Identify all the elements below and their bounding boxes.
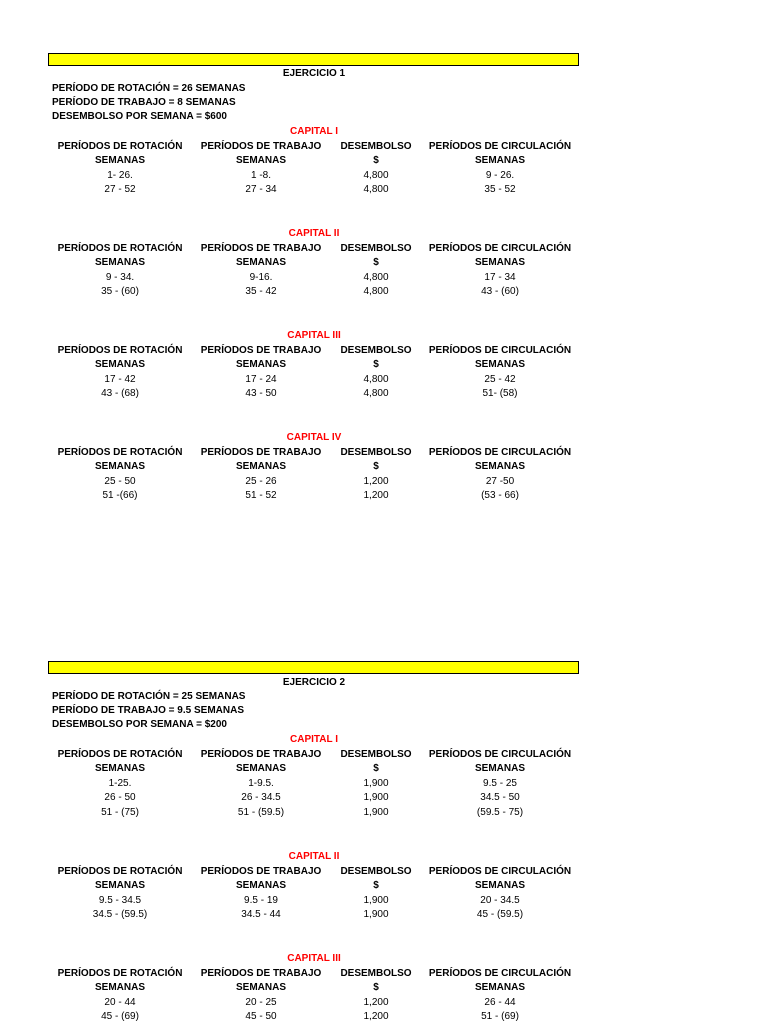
column-header: $ xyxy=(373,155,379,166)
column-header: DESEMBOLSO xyxy=(340,865,412,877)
column-header: $ xyxy=(373,982,379,993)
capital-title: CAPITAL I xyxy=(290,734,338,745)
column-header: SEMANAS xyxy=(235,763,287,774)
table-cell: 1- 26. xyxy=(107,169,133,181)
column-header: PERÍODOS DE ROTACIÓN xyxy=(57,748,183,760)
capital-title: CAPITAL I xyxy=(290,126,338,137)
table-cell: 17 - 34 xyxy=(484,271,516,283)
table-cell: 1,900 xyxy=(363,909,389,920)
table-cell: 9 - 34. xyxy=(105,271,135,283)
column-header: SEMANAS xyxy=(474,880,526,891)
column-header: SEMANAS xyxy=(94,763,146,774)
table-cell: 1 -8. xyxy=(250,169,272,181)
exercise-parameter: PERÍODO DE ROTACIÓN = 25 SEMANAS xyxy=(52,691,246,702)
column-header: DESEMBOLSO xyxy=(340,967,412,979)
capital-title: CAPITAL III xyxy=(287,330,341,341)
table-cell: 51 - (59.5) xyxy=(237,806,285,818)
table-cell: 51 - (75) xyxy=(101,806,139,818)
column-header: $ xyxy=(373,461,379,472)
column-header: PERÍODOS DE CIRCULACIÓN xyxy=(428,967,572,979)
column-header: DESEMBOLSO xyxy=(340,446,412,458)
table-cell: 9.5 - 25 xyxy=(483,777,517,789)
table-cell: 26 - 50 xyxy=(104,792,136,803)
table-cell: 9.5 - 19 xyxy=(244,894,278,906)
table-cell: 1,200 xyxy=(363,475,389,487)
table-cell: 34.5 - 44 xyxy=(241,909,281,920)
table-cell: 45 - (59.5) xyxy=(476,909,524,920)
table-cell: 51 - (69) xyxy=(481,1011,519,1022)
table-cell: 26 - 34.5 xyxy=(241,792,281,803)
table-cell: 4,800 xyxy=(363,169,389,181)
table-cell: (53 - 66) xyxy=(481,490,519,501)
column-header: SEMANAS xyxy=(474,155,526,166)
column-header: DESEMBOLSO xyxy=(340,242,412,254)
column-header: SEMANAS xyxy=(235,880,287,891)
table-cell: 27 - 52 xyxy=(104,184,136,195)
column-header: PERÍODOS DE ROTACIÓN xyxy=(57,344,183,356)
table-cell: 4,800 xyxy=(363,286,389,297)
column-header: SEMANAS xyxy=(235,982,287,993)
column-header: PERÍODOS DE CIRCULACIÓN xyxy=(428,748,572,760)
column-header: SEMANAS xyxy=(94,359,146,370)
table-cell: 43 - (68) xyxy=(101,388,139,399)
column-header: SEMANAS xyxy=(94,257,146,268)
exercise-title: EJERCICIO 1 xyxy=(282,68,346,79)
table-cell: 4,800 xyxy=(363,388,389,399)
capital-title: CAPITAL III xyxy=(287,953,341,964)
capital-title: CAPITAL IV xyxy=(286,432,342,443)
column-header: PERÍODOS DE TRABAJO xyxy=(200,748,322,760)
column-header: PERÍODOS DE CIRCULACIÓN xyxy=(428,344,572,356)
column-header: SEMANAS xyxy=(474,461,526,472)
table-cell: 17 - 24 xyxy=(245,373,277,385)
table-cell: 35 - 42 xyxy=(245,286,277,297)
column-header: SEMANAS xyxy=(235,155,287,166)
table-cell: 35 - (60) xyxy=(101,286,139,297)
column-header: SEMANAS xyxy=(474,359,526,370)
highlight-bar xyxy=(48,661,579,674)
column-header: PERÍODOS DE ROTACIÓN xyxy=(57,446,183,458)
table-cell: 9 - 26. xyxy=(485,169,515,181)
column-header: DESEMBOLSO xyxy=(340,344,412,356)
table-cell: 45 - (69) xyxy=(101,1011,139,1022)
column-header: $ xyxy=(373,763,379,774)
column-header: PERÍODOS DE CIRCULACIÓN xyxy=(428,865,572,877)
table-cell: 20 - 34.5 xyxy=(480,894,520,906)
table-cell: 1,900 xyxy=(363,806,389,818)
table-cell: 51- (58) xyxy=(482,388,518,399)
column-header: SEMANAS xyxy=(94,155,146,166)
column-header: PERÍODOS DE TRABAJO xyxy=(200,344,322,356)
column-header: PERÍODOS DE ROTACIÓN xyxy=(57,242,183,254)
table-cell: 51 -(66) xyxy=(102,490,138,501)
table-cell: 17 - 42 xyxy=(104,373,136,385)
column-header: SEMANAS xyxy=(474,763,526,774)
capital-title: CAPITAL II xyxy=(288,228,340,239)
table-cell: 43 - (60) xyxy=(481,286,519,297)
table-cell: 45 - 50 xyxy=(245,1011,277,1022)
table-cell: 27 - 34 xyxy=(245,184,277,195)
column-header: SEMANAS xyxy=(94,982,146,993)
column-header: PERÍODOS DE CIRCULACIÓN xyxy=(428,242,572,254)
column-header: PERÍODOS DE ROTACIÓN xyxy=(57,967,183,979)
table-cell: 43 - 50 xyxy=(245,388,277,399)
column-header: PERÍODOS DE TRABAJO xyxy=(200,140,322,152)
table-cell: 4,800 xyxy=(363,271,389,283)
column-header: PERÍODOS DE CIRCULACIÓN xyxy=(428,140,572,152)
column-header: SEMANAS xyxy=(235,257,287,268)
column-header: $ xyxy=(373,257,379,268)
table-cell: 4,800 xyxy=(363,373,389,385)
table-cell: (59.5 - 75) xyxy=(476,806,524,818)
exercise-parameter: PERÍODO DE TRABAJO = 8 SEMANAS xyxy=(52,97,236,108)
exercise-parameter: PERÍODO DE TRABAJO = 9.5 SEMANAS xyxy=(52,705,244,716)
table-cell: 1,900 xyxy=(363,894,389,906)
table-cell: 27 -50 xyxy=(485,475,515,487)
table-cell: 1,200 xyxy=(363,1011,389,1022)
table-cell: 9-16. xyxy=(249,271,273,283)
column-header: $ xyxy=(373,880,379,891)
column-header: SEMANAS xyxy=(235,461,287,472)
column-header: DESEMBOLSO xyxy=(340,748,412,760)
column-header: PERÍODOS DE TRABAJO xyxy=(200,967,322,979)
column-header: PERÍODOS DE ROTACIÓN xyxy=(57,140,183,152)
table-cell: 34.5 - (59.5) xyxy=(92,909,148,920)
column-header: $ xyxy=(373,359,379,370)
table-cell: 20 - 44 xyxy=(104,996,136,1008)
capital-title: CAPITAL II xyxy=(288,851,340,862)
table-cell: 4,800 xyxy=(363,184,389,195)
table-cell: 1-25. xyxy=(108,777,132,789)
column-header: PERÍODOS DE CIRCULACIÓN xyxy=(428,446,572,458)
table-cell: 26 - 44 xyxy=(484,996,516,1008)
column-header: SEMANAS xyxy=(474,257,526,268)
column-header: SEMANAS xyxy=(474,982,526,993)
table-cell: 25 - 42 xyxy=(484,373,516,385)
table-cell: 34.5 - 50 xyxy=(480,792,520,803)
column-header: SEMANAS xyxy=(94,880,146,891)
exercise-parameter: DESEMBOLSO POR SEMANA = $200 xyxy=(52,719,227,730)
table-cell: 1-9.5. xyxy=(248,777,274,789)
column-header: SEMANAS xyxy=(235,359,287,370)
column-header: DESEMBOLSO xyxy=(340,140,412,152)
highlight-bar xyxy=(48,53,579,66)
column-header: PERÍODOS DE TRABAJO xyxy=(200,446,322,458)
exercise-title: EJERCICIO 2 xyxy=(282,677,346,688)
table-cell: 1,900 xyxy=(363,777,389,789)
column-header: SEMANAS xyxy=(94,461,146,472)
exercise-parameter: DESEMBOLSO POR SEMANA = $600 xyxy=(52,111,227,122)
column-header: PERÍODOS DE TRABAJO xyxy=(200,865,322,877)
table-cell: 1,900 xyxy=(363,792,389,803)
table-cell: 51 - 52 xyxy=(245,490,277,501)
table-cell: 35 - 52 xyxy=(484,184,516,195)
exercise-parameter: PERÍODO DE ROTACIÓN = 26 SEMANAS xyxy=(52,83,246,94)
table-cell: 9.5 - 34.5 xyxy=(98,894,142,906)
table-cell: 25 - 26 xyxy=(245,475,277,487)
table-cell: 1,200 xyxy=(363,490,389,501)
table-cell: 1,200 xyxy=(363,996,389,1008)
column-header: PERÍODOS DE ROTACIÓN xyxy=(57,865,183,877)
table-cell: 25 - 50 xyxy=(104,475,136,487)
column-header: PERÍODOS DE TRABAJO xyxy=(200,242,322,254)
table-cell: 20 - 25 xyxy=(245,996,277,1008)
